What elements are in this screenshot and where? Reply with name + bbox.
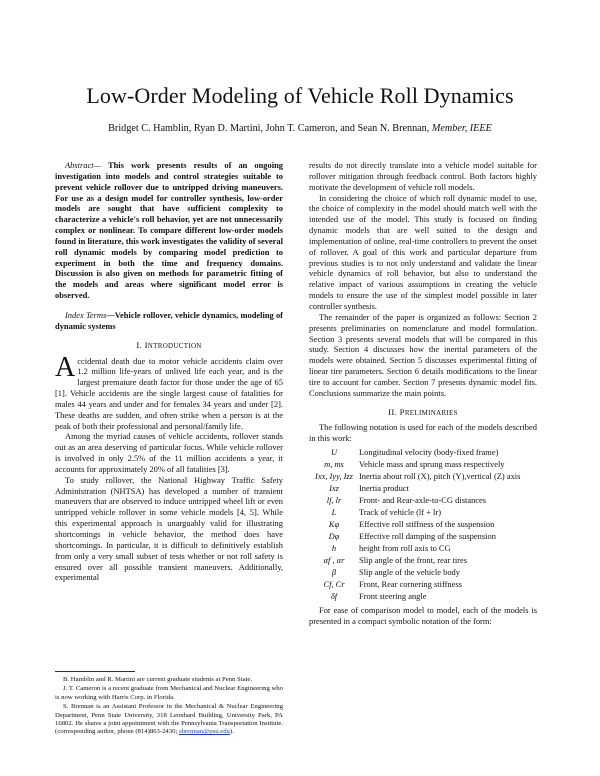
notation-desc: Effective roll damping of the suspension <box>359 531 496 542</box>
email-link[interactable]: sbrennan@psu.edu <box>178 728 230 736</box>
notation-symbol: Cf, Cr <box>323 579 345 590</box>
section-heading-introduction: I. INTRODUCTION <box>136 339 202 350</box>
notation-desc: Front- and Rear-axle-to-CG distances <box>359 495 487 506</box>
notation-row <box>309 579 537 590</box>
author-role: Member, IEEE <box>431 123 492 134</box>
notation-outro: For ease of comparison model to model, each of the models is presented in a compact symbolic notation of the form: <box>309 605 537 627</box>
notation-row <box>309 555 537 566</box>
abstract <box>55 160 283 301</box>
author-names: Bridget C. Hamblin, Ryan D. Martini, John T. Cameron, and Sean N. Brennan, <box>108 123 430 134</box>
right-paragraph-2: In considering the choice of which roll dynamic model to use, the choice of complexity in the model should match well with the intended use of the model. This study is focused on finding dynamic models that are well suited to the design and implementation of online, real-time controllers to prevent the onset of rollover. A goal of this work and particular departure from previous studies is to not only understand and validate the linear vehicle dynamics of roll behavior, but also to understand the relative impact of various assumptions in creating the vehicle models to ensure the use of the simplest model possible in later controller synthesis. <box>309 192 537 311</box>
notation-symbol: lf, lr <box>326 495 342 506</box>
notation-desc: Slip angle of the vehicle body <box>359 567 460 578</box>
right-column <box>309 160 537 627</box>
notation-row <box>309 447 537 458</box>
notation-desc: height from roll axis to CG <box>359 543 451 554</box>
left-column <box>55 160 283 583</box>
section-heading-preliminaries: II. PRELIMINARIES <box>388 406 458 417</box>
drop-cap: A <box>55 351 76 383</box>
paper-title: Low-Order Modeling of Vehicle Roll Dynamics <box>86 83 514 108</box>
notation-row <box>309 471 537 482</box>
notation-symbol: m, ms <box>324 459 344 470</box>
notation-row <box>309 591 537 602</box>
notation-symbol: Ixz <box>329 483 339 494</box>
notation-desc: Vehicle mass and sprung mass respectively <box>359 459 505 470</box>
notation-row <box>309 459 537 470</box>
notation-symbol: αf , αr <box>323 555 345 566</box>
abstract-text: This work presents results of an ongoing investigation into models and control strategies suitable to prevent vehicle rollover due to untripped driving maneuvers. For use as a design model for controller synthesis, low-order models are sought that have sufficient complexity to characterize a vehicle's roll behavior, yet are not unnecessarily complex or nonlinear. To compare different low-order models found in literature, this work investigates the validity of several roll dynamic models by comparing model prediction to experiment in both the time and frequency domains. Discussion is also given on methods for parametric fitting of the models and areas where significant model error is observed. <box>55 160 283 301</box>
abstract-label: Abstract— <box>65 160 102 170</box>
index-terms <box>55 310 283 332</box>
notation-row <box>309 507 537 518</box>
intro-paragraph-2: Among the myriad causes of vehicle accidents, rollover stands out as an area deserving of particular focus. While vehicle rollover is involved in only 2.5% of the 11 million accidents a year, it accounts for approximately 20% of all fatalities [3]. <box>55 431 283 474</box>
notation-row <box>309 483 537 494</box>
notation-row <box>309 543 537 554</box>
notation-desc: Slip angle of the front, rear tires <box>359 555 468 566</box>
notation-intro: The following notation is used for each of the models described in this work: <box>309 422 537 444</box>
footnote-1: B. Hamblin and R. Martini are current graduate students at Penn State. <box>63 676 253 683</box>
notation-row <box>309 519 537 530</box>
author-line <box>0 123 600 134</box>
intro-paragraph-3: To study rollover, the National Highway Traffic Safety Administration (NHTSA) has developed a number of transient maneuvers that are observed to induce untripped wheel lift or even untripped vehicle rollover in some vehicle models [4, 5]. While this experimental approach is unarguably valid for illustrating shortcomings in vehicle behavior, the method does have shortcomings. In particular, it is difficult to definitively establish from only a very small subset of tests whether or not roll safety is ensured over all possible transient maneuvers. Additionally, experimental <box>55 474 283 583</box>
right-paragraph-3: The remainder of the paper is organized as follows: Section 2 presents preliminaries on nomenclature and model formulation. Section 3 presents several models that will be compared in this study. Section 4 discusses how the inertial parameters of the models were obtained. Section 5 discusses experimental fitting of linear tire parameters. Section 6 details modifications to the linear tire to account for camber. Section 7 presents dynamic model fits. Conclusions summarize the main points. <box>309 311 537 398</box>
intro-paragraph-1: Accidental death due to motor vehicle accidents claim over 1.2 million life-years of unlived life each year, and is the largest premature death factor for those under the age of 65 [1]. Vehicle accidents are the single largest cause of fatalities for males 44 years and under and for females 34 years and under [2]. These deaths are sudden, and often strike when a person is at the peak of both their professional and personal/family life. <box>55 351 283 431</box>
notation-desc: Front, Rear cornering stiffness <box>359 579 462 590</box>
notation-row <box>309 495 537 506</box>
notation-desc: Effective roll stiffness of the suspension <box>359 519 495 530</box>
notation-list <box>309 447 537 602</box>
right-paragraph-1: results do not directly translate into a vehicle model suitable for rollover mitigation through feedback control. Both factors highly motivate the development of vehicle roll models. <box>309 160 537 192</box>
notation-symbol: U <box>330 447 338 458</box>
footnote-2: J. T. Cameron is a recent graduate from Mechanical and Nuclear Engineering who is now working with Harris Corp. in Florida. <box>55 685 283 701</box>
notation-row <box>309 531 537 542</box>
notation-symbol: h <box>331 543 337 554</box>
notation-symbol: Dφ <box>328 531 340 542</box>
notation-row <box>309 567 537 578</box>
notation-symbol: Ixx, Iyy, Izz <box>315 471 353 482</box>
notation-symbol: β <box>331 567 337 578</box>
notation-symbol: δf <box>330 591 338 602</box>
footnote-rule <box>55 671 135 672</box>
notation-desc: Front steering angle <box>359 591 427 602</box>
index-terms-text: —Vehicle rollover, vehicle dynamics, modeling of dynamic systems <box>55 309 283 331</box>
notation-desc: Track of vehicle (lf + lr) <box>359 507 441 518</box>
notation-symbol: Kφ <box>328 519 340 530</box>
notation-desc: Longitudinal velocity (body-fixed frame) <box>359 447 499 458</box>
notation-desc: Inertia about roll (X), pitch (Y),vertical (Z) axis <box>359 471 521 482</box>
notation-desc: Inertia product <box>359 483 409 494</box>
footnotes <box>55 676 283 738</box>
footnote-3: S. Brennan is an Assistant Professor in the Mechanical & Nuclear Engineering Department, Penn State University, 318 Leonhard Building, University Park, PA 16802. He shares a joint appointment with the Pennsylvania Transportation Institute. (corresponding author, phone (814)863-2430; sbrennan@psu.edu). <box>55 703 283 736</box>
index-terms-label: Index Terms <box>65 309 107 320</box>
notation-symbol: L <box>331 507 337 518</box>
